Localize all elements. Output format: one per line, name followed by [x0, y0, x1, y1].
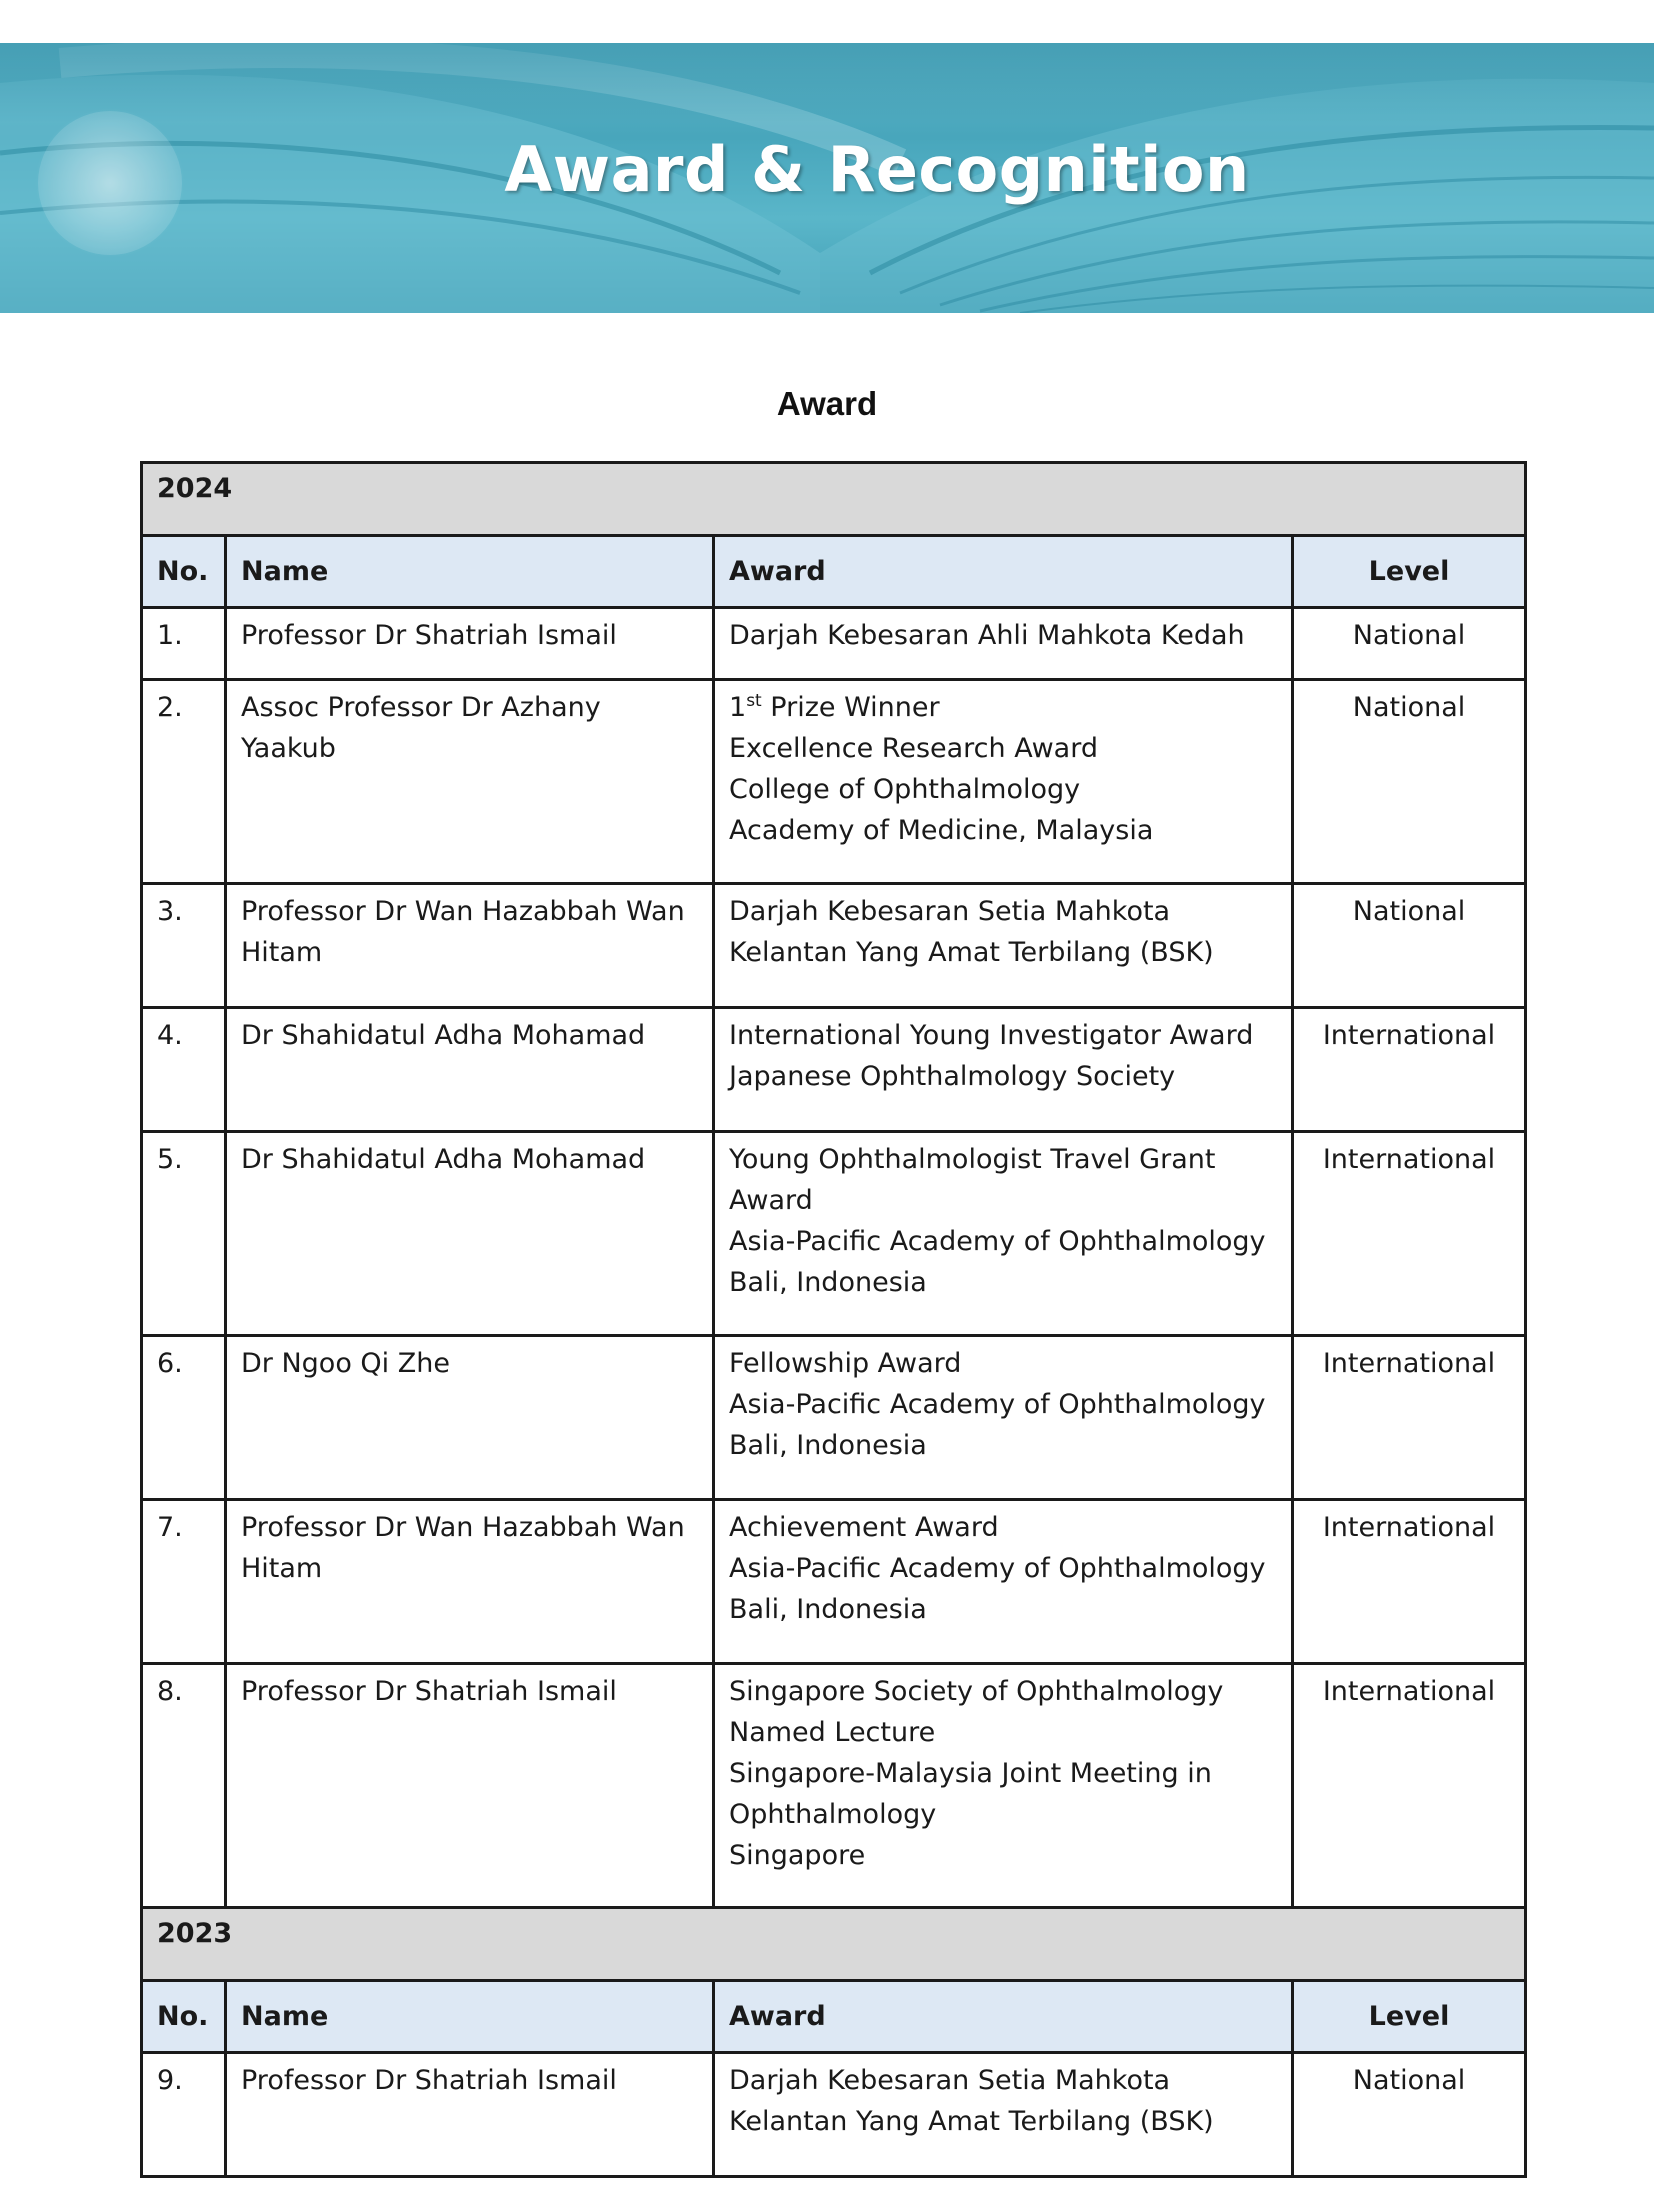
- table-row: [142, 680, 1526, 884]
- table-row: [142, 884, 1526, 1008]
- award-cell: [714, 680, 1293, 884]
- award-level: National: [1293, 2053, 1526, 2177]
- award-rank-suffix: st: [746, 691, 762, 711]
- header-no: No.: [142, 536, 226, 608]
- header-award: Award: [714, 1981, 1293, 2053]
- recipient-name: Professor Dr Wan Hazabbah Wan Hitam: [226, 884, 714, 1008]
- recipient-name: Dr Ngoo Qi Zhe: [226, 1336, 714, 1500]
- table-row: [142, 2053, 1526, 2177]
- table-row: [142, 1132, 1526, 1336]
- award-line: College of Ophthalmology: [729, 774, 1081, 805]
- row-number: 9.: [142, 2053, 226, 2177]
- table-row: [142, 1664, 1526, 1908]
- year-row: [142, 463, 1526, 536]
- award-line: Asia-Pacific Academy of Ophthalmology: [729, 1226, 1266, 1257]
- award-cell: [714, 884, 1293, 1008]
- award-line: Excellence Research Award: [729, 733, 1098, 764]
- table-row: [142, 1500, 1526, 1664]
- award-line: Bali, Indonesia: [729, 1267, 927, 1298]
- row-number: 8.: [142, 1664, 226, 1908]
- header-no: No.: [142, 1981, 226, 2053]
- header-banner: [0, 43, 1654, 313]
- award-cell: [714, 608, 1293, 680]
- award-level: International: [1293, 1132, 1526, 1336]
- award-level: International: [1293, 1664, 1526, 1908]
- header-level: Level: [1293, 1981, 1526, 2053]
- award-line: Singapore-Malaysia Joint Meeting in Ophthalmology: [729, 1758, 1212, 1830]
- recipient-name: Dr Shahidatul Adha Mohamad: [226, 1008, 714, 1132]
- recipient-name: Professor Dr Shatriah Ismail: [226, 1664, 714, 1908]
- table-header-row: [142, 1981, 1526, 2053]
- recipient-name: Professor Dr Wan Hazabbah Wan Hitam: [226, 1500, 714, 1664]
- award-cell: [714, 2053, 1293, 2177]
- award-level: International: [1293, 1500, 1526, 1664]
- table-header-row: [142, 536, 1526, 608]
- row-number: 4.: [142, 1008, 226, 1132]
- section-title: Award: [776, 385, 878, 422]
- row-number: 6.: [142, 1336, 226, 1500]
- award-line: Achievement Award: [729, 1512, 999, 1543]
- award-cell: [714, 1500, 1293, 1664]
- award-line: Japanese Ophthalmology Society: [729, 1061, 1176, 1092]
- award-level: International: [1293, 1336, 1526, 1500]
- award-line: Singapore: [729, 1840, 866, 1871]
- award-line: Bali, Indonesia: [729, 1430, 927, 1461]
- recipient-name: Dr Shahidatul Adha Mohamad: [226, 1132, 714, 1336]
- award-cell: [714, 1664, 1293, 1908]
- awards-table-body: [142, 463, 1526, 2177]
- award-line: Asia-Pacific Academy of Ophthalmology: [729, 1389, 1266, 1420]
- award-level: National: [1293, 884, 1526, 1008]
- recipient-name: Professor Dr Shatriah Ismail: [226, 2053, 714, 2177]
- recipient-name: Assoc Professor Dr Azhany Yaakub: [226, 680, 714, 884]
- year-label: 2023: [142, 1908, 1526, 1981]
- row-number: 5.: [142, 1132, 226, 1336]
- award-line: Bali, Indonesia: [729, 1594, 927, 1625]
- award-level: National: [1293, 680, 1526, 884]
- award-rank-text: Prize Winner: [761, 692, 940, 723]
- award-cell: [714, 1336, 1293, 1500]
- award-level: National: [1293, 608, 1526, 680]
- page-title: Award & Recognition: [504, 133, 1250, 206]
- award-line: [729, 687, 1277, 728]
- recipient-name: Professor Dr Shatriah Ismail: [226, 608, 714, 680]
- award-line: Singapore Society of Ophthalmology Named Lecture: [729, 1676, 1224, 1748]
- header-level: Level: [1293, 536, 1526, 608]
- year-label: 2024: [142, 463, 1526, 536]
- row-number: 3.: [142, 884, 226, 1008]
- row-number: 7.: [142, 1500, 226, 1664]
- award-rank-number: 1: [729, 692, 747, 723]
- table-row: [142, 1336, 1526, 1500]
- award-line: Darjah Kebesaran Ahli Mahkota Kedah: [729, 620, 1245, 651]
- table-row: [142, 608, 1526, 680]
- table-row: [142, 1008, 1526, 1132]
- year-row: [142, 1908, 1526, 1981]
- header-name: Name: [226, 1981, 714, 2053]
- award-level: International: [1293, 1008, 1526, 1132]
- award-line: Academy of Medicine, Malaysia: [729, 815, 1154, 846]
- award-line: Asia-Pacific Academy of Ophthalmology: [729, 1553, 1266, 1584]
- row-number: 1.: [142, 608, 226, 680]
- header-award: Award: [714, 536, 1293, 608]
- award-line: Darjah Kebesaran Setia Mahkota Kelantan Yang Amat Terbilang (BSK): [729, 2065, 1214, 2137]
- award-line: Darjah Kebesaran Setia Mahkota Kelantan Yang Amat Terbilang (BSK): [729, 896, 1214, 968]
- awards-table: [140, 461, 1527, 2178]
- award-cell: [714, 1132, 1293, 1336]
- award-line: International Young Investigator Award: [729, 1020, 1254, 1051]
- award-cell: [714, 1008, 1293, 1132]
- header-name: Name: [226, 536, 714, 608]
- row-number: 2.: [142, 680, 226, 884]
- award-line: Young Ophthalmologist Travel Grant Award: [729, 1144, 1216, 1216]
- award-line: Fellowship Award: [729, 1348, 962, 1379]
